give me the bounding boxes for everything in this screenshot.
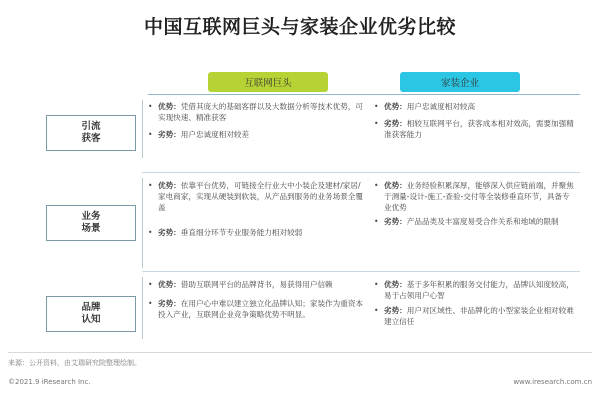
row-label-text: 场景 xyxy=(81,223,101,234)
column-header-decoration-companies: 家装企业 xyxy=(400,72,520,92)
row-connector-line xyxy=(142,277,143,339)
bullet-icon: • xyxy=(148,299,153,308)
column-header-internet-giants: 互联网巨头 xyxy=(208,72,328,92)
disadvantage-text: 相较互联网平台，获客成本相对效高，需要加强精准获客能力 xyxy=(384,119,574,139)
list-item xyxy=(148,298,366,320)
row-divider xyxy=(142,172,580,173)
disadvantage-text: 产品品类及丰富度易受合作关系和地域的限制 xyxy=(406,217,559,226)
website-text: www.iresearch.com.cn xyxy=(513,378,592,386)
row-label-text: 品牌 xyxy=(81,302,101,313)
list-item xyxy=(374,305,574,327)
list-item xyxy=(374,101,574,112)
page-title: 中国互联网巨头与家装企业优劣比较 xyxy=(143,16,456,38)
list-item xyxy=(148,180,366,213)
advantage-tag: 优势： xyxy=(384,102,407,111)
row-label-text: 业务 xyxy=(81,211,101,222)
disadvantage-text: 垂直细分环节专业服务能力相对较弱 xyxy=(180,228,303,237)
cell-brand-internet xyxy=(148,279,366,326)
disadvantage-text: 在用户心中难以建立独立化品牌认知；家装作为重资本投入产业，互联网企业竞争策略优势不明显。 xyxy=(158,299,364,319)
advantage-tag: 优势： xyxy=(158,280,181,289)
column-underline-b xyxy=(372,94,580,95)
row-label-brand-recognition xyxy=(46,296,136,332)
row-label-text: 引流 xyxy=(81,121,101,132)
advantage-tag: 优势： xyxy=(384,181,407,190)
advantage-text: 基于多年积累的服务交付能力，品牌认知度较高，易于占领用户心智 xyxy=(384,280,574,300)
advantage-tag: 优势： xyxy=(384,280,407,289)
disadvantage-tag: 劣势： xyxy=(384,306,407,315)
list-item xyxy=(148,227,366,238)
row-label-text: 获客 xyxy=(81,133,101,144)
advantage-text: 用户忠诚度相对较高 xyxy=(406,102,476,111)
row-connector-line xyxy=(142,100,143,158)
bullet-icon: • xyxy=(148,181,153,190)
bullet-icon: • xyxy=(374,181,379,190)
advantage-text: 凭借其庞大的基础客群以及大数据分析等技术优势，可实现快速、精准获客 xyxy=(158,102,364,122)
cell-traffic-internet xyxy=(148,101,366,146)
list-item xyxy=(148,279,366,290)
list-item xyxy=(148,129,366,140)
column-underline-a xyxy=(148,94,384,95)
bullet-icon: • xyxy=(374,217,379,226)
advantage-text: 依靠平台优势，可链接全行业大中小装企及建材/家居/家电商家，实现从硬装到软装，从产品到服务的业务场景全覆盖 xyxy=(158,181,364,212)
cell-traffic-decoration xyxy=(374,101,574,146)
bullet-icon: • xyxy=(374,119,379,128)
bullet-icon: • xyxy=(374,306,379,315)
disadvantage-tag: 劣势： xyxy=(384,119,407,128)
row-divider xyxy=(142,271,580,272)
disadvantage-tag: 劣势： xyxy=(158,299,181,308)
row-label-text: 认知 xyxy=(81,314,101,325)
row-label-business-scene xyxy=(46,205,136,241)
advantage-text: 业务经验积累深厚，能够深入供应链前端，并聚焦于测量-设计-施工-查验-交付等全装修垂直环节，具备专业优势 xyxy=(384,181,574,212)
disadvantage-tag: 劣势： xyxy=(384,217,407,226)
list-item xyxy=(148,101,366,123)
cell-brand-decoration xyxy=(374,279,574,333)
bullet-icon: • xyxy=(148,280,153,289)
bullet-icon: • xyxy=(148,130,153,139)
disadvantage-text: 用户忠诚度相对较差 xyxy=(180,130,250,139)
cell-scene-internet xyxy=(148,180,366,244)
footer-divider xyxy=(8,352,592,353)
bullet-icon: • xyxy=(148,228,153,237)
advantage-text: 借助互联网平台的品牌背书，易获得用户信赖 xyxy=(180,280,333,289)
bullet-icon: • xyxy=(374,280,379,289)
list-item xyxy=(374,180,574,213)
advantage-tag: 优势： xyxy=(158,181,181,190)
bullet-icon: • xyxy=(148,102,153,111)
disadvantage-text: 用户对区域性、非品牌化的小型家装企业相对较难建立信任 xyxy=(384,306,574,326)
list-item xyxy=(374,216,574,227)
disadvantage-tag: 劣势： xyxy=(158,228,181,237)
disadvantage-tag: 劣势： xyxy=(158,130,181,139)
source-note: 来源：公开资料，由艾瑞研究院整理绘制。 xyxy=(8,359,141,367)
row-connector-line xyxy=(142,178,143,268)
advantage-tag: 优势： xyxy=(158,102,181,111)
list-item xyxy=(374,279,574,301)
copyright-text: ©2021.9 iResearch Inc. xyxy=(8,378,91,386)
cell-scene-decoration xyxy=(374,180,574,233)
bullet-icon: • xyxy=(374,102,379,111)
list-item xyxy=(374,118,574,140)
row-label-traffic xyxy=(46,115,136,151)
